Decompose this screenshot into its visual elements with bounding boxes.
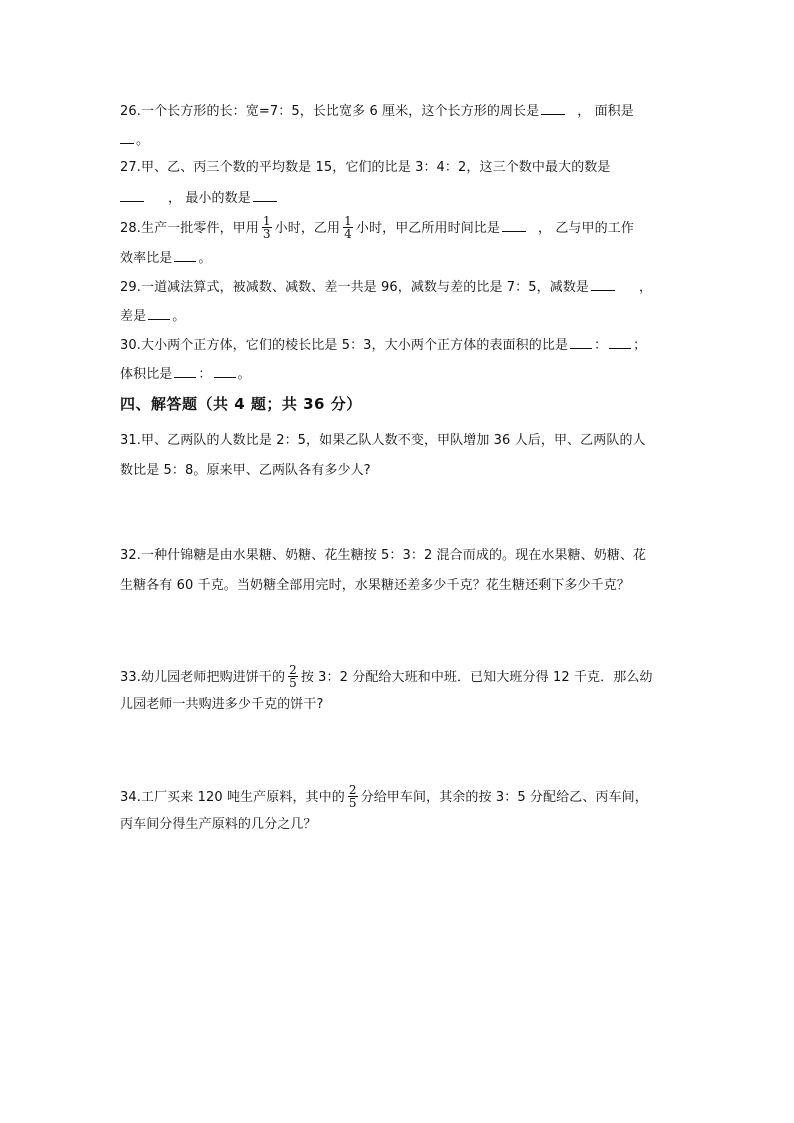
question-34-line1: 34.工厂买来 120 吨生产原料，其中的 $\frac{2}{5}$ 分给甲车间，其余的按 3：5 分配给乙、丙车间， xyxy=(120,783,648,810)
answer-blank-30-surface-a[interactable] xyxy=(570,334,592,349)
question-30-line2: 体积比是 ： 。 xyxy=(120,363,251,385)
fraction-two-fifths: $\frac{2}{5}$ xyxy=(289,663,297,690)
question-34-line2: 丙车间分得生产原料的几分之几？ xyxy=(120,817,317,832)
question-33-line2: 儿园老师一共购进多少千克的饼干? xyxy=(120,697,324,712)
question-26-text: 26.一个长方形的长：宽=7：5，长比宽多 6 厘米，这个长方形的周长是 xyxy=(120,104,540,119)
answer-blank-28-efficiency-ratio[interactable] xyxy=(174,247,196,262)
question-30-line1: 30.大小两个正方体，它们的棱长比是 5：3，大小两个正方体的表面积的比是 ： ； xyxy=(120,334,646,356)
question-32-line1: 32.一种什锦糖是由水果糖、奶糖、花生糖按 5：3：2 混合而成的。现在水果糖、奶糖、花 xyxy=(120,548,647,563)
question-27-text: 27.甲、乙、丙三个数的平均数是 15，它们的比是 3：4：2，这三个数中最大的数是 xyxy=(120,160,611,175)
question-33-line1: 33.幼儿园老师把购进饼干的 $\frac{2}{5}$ 按 3：2 分配给大班和中班．已知大班分得 12 千克．那么幼 xyxy=(120,663,653,690)
question-32-line2: 生糖各有 60 千克。当奶糖全部用完时，水果糖还差多少千克？花生糖还剩下多少千克？ xyxy=(120,578,630,593)
question-31-line1: 31.甲、乙两队的人数比是 2：5，如果乙队人数不变，甲队增加 36 人后，甲、乙两队的人 xyxy=(120,433,646,448)
answer-blank-26-perimeter[interactable] xyxy=(541,100,565,115)
answer-blank-30-volume-a[interactable] xyxy=(174,363,196,378)
question-26-line2: 。 xyxy=(120,129,149,151)
answer-blank-29-difference[interactable] xyxy=(148,305,170,320)
question-29-line2: 差是 。 xyxy=(120,305,185,327)
answer-blank-29-subtrahend[interactable] xyxy=(591,276,615,291)
section-heading: 四、解答题（共 4 题；共 36 分） xyxy=(120,395,362,413)
answer-blank-28-time-ratio[interactable] xyxy=(502,217,526,232)
answer-blank-30-surface-b[interactable] xyxy=(609,334,631,349)
answer-blank-30-volume-b[interactable] xyxy=(214,363,236,378)
question-29-line1: 29.一道减法算式，被减数、减数、差一共是 96，减数与差的比是 7：5，减数是 ， xyxy=(120,276,652,298)
question-28-line2: 效率比是 。 xyxy=(120,247,212,269)
question-27-line1 xyxy=(120,158,611,178)
fraction-one-quarter: $\frac{1}{4}$ xyxy=(344,214,352,241)
answer-blank-27-largest[interactable] xyxy=(120,187,144,202)
question-27-line2: ， 最小的数是 xyxy=(120,187,279,209)
fraction-one-third: $\frac{1}{3}$ xyxy=(262,214,271,241)
answer-blank-27-smallest[interactable] xyxy=(253,187,277,202)
question-26-text-area: ， 面积是 xyxy=(577,104,634,119)
question-31-line2: 数比是 5：8。原来甲、乙两队各有多少人? xyxy=(120,463,371,478)
fraction-two-fifths: $\frac{2}{5}$ xyxy=(348,783,357,810)
question-26-line1 xyxy=(120,100,634,122)
answer-blank-26-area[interactable] xyxy=(120,129,134,144)
question-28-line1: 28.生产一批零件，甲用 $\frac{1}{3}$ 小时，乙用 $\frac{1}{4}$ 小时，甲乙所用时间比是 ， 乙与甲的工作 xyxy=(120,214,634,241)
